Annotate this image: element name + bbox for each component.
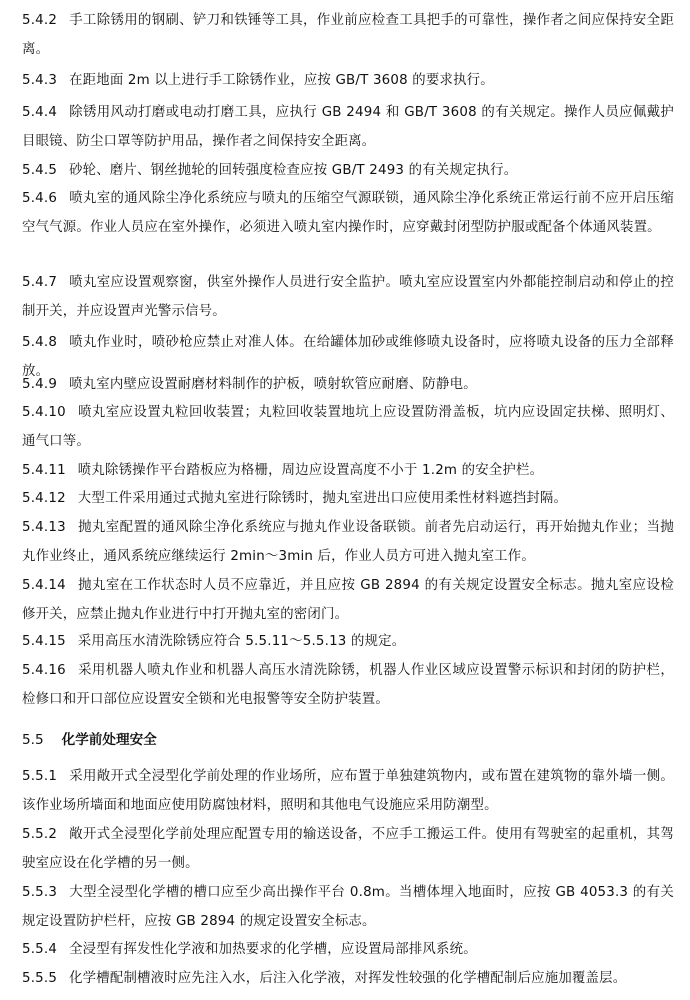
clause-5-4-3	[22, 66, 674, 95]
clause-number: 5.4.16	[22, 663, 66, 678]
clause-5-5-5	[22, 964, 674, 993]
clause-number: 5.4.4	[22, 105, 58, 120]
clause-text: 喷丸室内壁应设置耐磨材料制作的护板，喷射软管应耐磨、防静电。	[69, 377, 477, 392]
clause-5-4-4	[22, 98, 674, 156]
clause-5-5-2	[22, 820, 674, 878]
clause-5-4-6	[22, 184, 674, 242]
clause-5-5-3	[22, 878, 674, 936]
clause-text: 抛丸室在工作状态时人员不应靠近，并且应按 GB 2894 的有关规定设置安全标志。抛丸室应设检修开关，应禁止抛丸作业进行中打开抛丸室的密闭门。	[22, 578, 674, 622]
clause-5-5-4	[22, 935, 674, 964]
clause-number: 5.4.14	[22, 578, 66, 593]
clause-text: 化学槽配制槽液时应先注入水，后注入化学液，对挥发性较强的化学槽配制后应施加覆盖层。	[69, 971, 627, 986]
clause-5-4-7	[22, 268, 674, 326]
clause-number: 5.5.2	[22, 827, 58, 842]
clause-text: 除锈用风动打磨或电动打磨工具，应执行 GB 2494 和 GB/T 3608 的有关规定。操作人员应佩戴护目眼镜、防尘口罩等防护用品，操作者之间保持安全距离。	[22, 105, 674, 149]
clause-number: 5.4.5	[22, 163, 58, 178]
clause-number: 5.4.8	[22, 335, 58, 350]
clause-5-4-13	[22, 513, 674, 571]
clause-5-4-14	[22, 571, 674, 629]
section-title: 化学前处理安全	[61, 732, 157, 748]
clause-number: 5.4.9	[22, 377, 58, 392]
clause-number: 5.4.6	[22, 191, 58, 206]
clause-text: 喷丸室的通风除尘净化系统应与喷丸的压缩空气源联锁，通风除尘净化系统正常运行前不应开启压缩空气气源。作业人员应在室外操作，必须进入喷丸室内操作时，应穿戴封闭型防护服或配备个体通风装置。	[22, 191, 674, 235]
section-heading	[22, 726, 674, 755]
clause-number: 5.4.15	[22, 634, 66, 649]
clause-number: 5.5.1	[22, 769, 58, 784]
clause-number: 5.4.12	[22, 491, 66, 506]
clause-text: 砂轮、磨片、钢丝抛轮的回转强度检查应按 GB/T 2493 的有关规定执行。	[69, 163, 518, 178]
clause-text: 敞开式全浸型化学前处理应配置专用的输送设备，不应手工搬运工件。使用有驾驶室的起重机，其驾驶室应设在化学槽的另一侧。	[22, 827, 674, 871]
clause-text: 喷丸室应设置丸粒回收装置；丸粒回收装置地坑上应设置防滑盖板，坑内应设固定扶梯、照明灯、通气口等。	[22, 405, 674, 449]
clause-text: 大型工件采用通过式抛丸室进行除锈时，抛丸室进出口应使用柔性材料遮挡封隔。	[77, 491, 568, 506]
clause-number: 5.5.4	[22, 942, 58, 957]
clause-number: 5.4.7	[22, 275, 58, 290]
clause-text: 手工除锈用的钢刷、铲刀和铁锤等工具，作业前应检查工具把手的可靠性，操作者之间应保持安全距离。	[22, 13, 674, 57]
clause-number: 5.5.5	[22, 971, 58, 986]
clause-text: 喷丸作业时，喷砂枪应禁止对准人体。在给罐体加砂或维修喷丸设备时，应将喷丸设备的压力全部释放。	[22, 335, 674, 379]
clause-text: 采用敞开式全浸型化学前处理的作业场所，应布置于单独建筑物内，或布置在建筑物的靠外墙一侧。该作业场所墙面和地面应使用防腐蚀材料，照明和其他电气设施应采用防潮型。	[22, 769, 674, 813]
clause-text: 采用机器人喷丸作业和机器人高压水清洗除锈，机器人作业区域应设置警示标识和封闭的防护栏，检修口和开口部位应设置安全锁和光电报警等安全防护装置。	[22, 663, 674, 707]
clause-5-4-12	[22, 484, 674, 513]
clause-number: 5.4.2	[22, 13, 58, 28]
clause-5-4-5	[22, 156, 674, 185]
clause-5-4-9	[22, 370, 674, 399]
clause-5-4-15	[22, 627, 674, 656]
clause-text: 喷丸室应设置观察窗，供室外操作人员进行安全监护。喷丸室应设置室内外都能控制启动和停止的控制开关，并应设置声光警示信号。	[22, 275, 674, 319]
clause-text: 抛丸室配置的通风除尘净化系统应与抛丸作业设备联锁。前者先启动运行，再开始抛丸作业；当抛丸作业终止，通风系统应继续运行 2min～3min 后，作业人员方可进入抛丸室工作。	[22, 520, 674, 564]
clause-number: 5.4.10	[22, 405, 66, 420]
clause-5-5-1	[22, 762, 674, 820]
clause-5-4-11	[22, 456, 674, 485]
clause-5-4-10	[22, 398, 674, 456]
clause-number: 5.4.13	[22, 520, 66, 535]
section-number: 5.5	[22, 732, 44, 748]
clause-number: 5.4.3	[22, 73, 58, 88]
clause-5-4-16	[22, 656, 674, 714]
clause-number: 5.4.11	[22, 463, 66, 478]
clause-5-4-2	[22, 6, 674, 64]
clause-number: 5.5.3	[22, 885, 58, 900]
clause-text: 全浸型有挥发性化学液和加热要求的化学槽，应设置局部排风系统。	[69, 942, 477, 957]
clause-text: 采用高压水清洗除锈应符合 5.5.11～5.5.13 的规定。	[77, 634, 406, 649]
clause-text: 喷丸除锈操作平台踏板应为格栅，周边应设置高度不小于 1.2m 的安全护栏。	[77, 463, 544, 478]
clause-text: 大型全浸型化学槽的槽口应至少高出操作平台 0.8m。当槽体埋入地面时，应按 GB 4053.3 的有关规定设置防护栏杆，应按 GB 2894 的规定设置安全标志。	[22, 885, 674, 929]
clause-text: 在距地面 2m 以上进行手工除锈作业，应按 GB/T 3608 的要求执行。	[69, 73, 494, 88]
